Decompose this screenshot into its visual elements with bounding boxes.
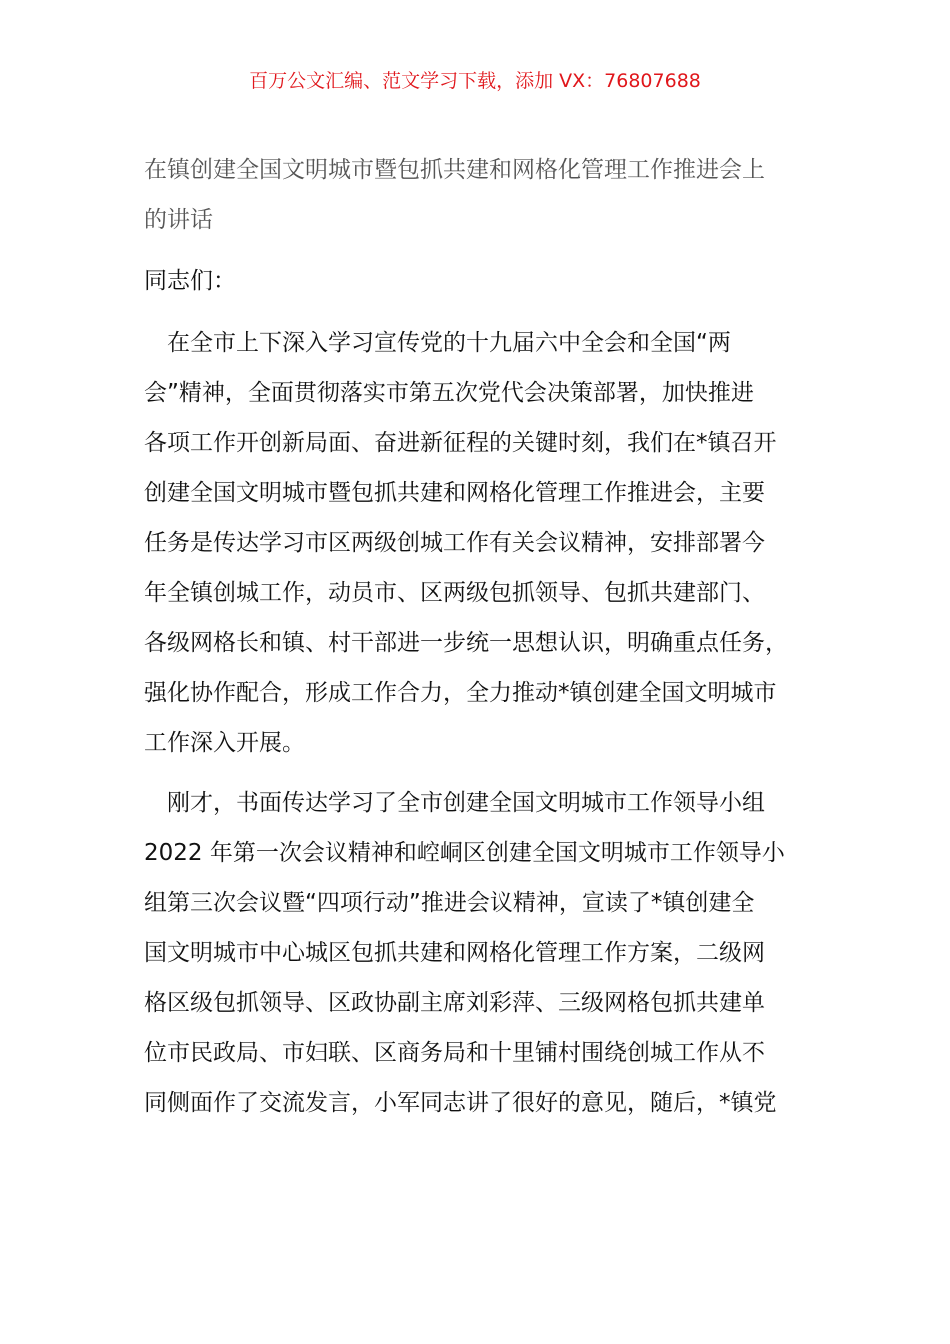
watermark-header: 百万公文汇编、范文学习下载，添加 VX：76807688 <box>249 70 701 92</box>
paragraph-line: 在全市上下深入学习宣传党的十九届六中全会和全国“两 <box>144 330 731 356</box>
paragraph-line: 同侧面作了交流发言，小军同志讲了很好的意见，随后，*镇党 <box>144 1090 777 1116</box>
salutation: 同志们： <box>144 268 236 294</box>
paragraph-line: 强化协作配合，形成工作合力，全力推动*镇创建全国文明城市 <box>144 680 777 706</box>
paragraph-line: 国文明城市中心城区包抓共建和网格化管理工作方案，二级网 <box>144 940 765 966</box>
paragraph-line: 位市民政局、市妇联、区商务局和十里铺村围绕创城工作从不 <box>144 1040 765 1066</box>
paragraph-line: 组第三次会议暨“四项行动”推进会议精神，宣读了*镇创建全 <box>144 890 755 916</box>
paragraph-line: 刚才，书面传达学习了全市创建全国文明城市工作领导小组 <box>144 790 765 816</box>
paragraph-line: 2022 年第一次会议精神和崆峒区创建全国文明城市工作领导小 <box>144 840 785 866</box>
paragraph-line: 工作深入开展。 <box>144 730 305 756</box>
paragraph-line: 创建全国文明城市暨包抓共建和网格化管理工作推进会，主要 <box>144 480 765 506</box>
document-title-line: 的讲话 <box>144 207 213 233</box>
paragraph-line: 格区级包抓领导、区政协副主席刘彩萍、三级网格包抓共建单 <box>144 990 765 1016</box>
document-title-line: 在镇创建全国文明城市暨包抓共建和网格化管理工作推进会上 <box>144 157 765 183</box>
paragraph-line: 年全镇创城工作，动员市、区两级包抓领导、包抓共建部门、 <box>144 580 765 606</box>
paragraph-line: 会”精神，全面贯彻落实市第五次党代会决策部署，加快推进 <box>144 380 754 406</box>
paragraph-line: 各项工作开创新局面、奋进新征程的关键时刻，我们在*镇召开 <box>144 430 777 456</box>
paragraph-line: 任务是传达学习市区两级创城工作有关会议精神，安排部署今 <box>144 530 765 556</box>
paragraph-line: 各级网格长和镇、村干部进一步统一思想认识，明确重点任务， <box>144 630 788 656</box>
